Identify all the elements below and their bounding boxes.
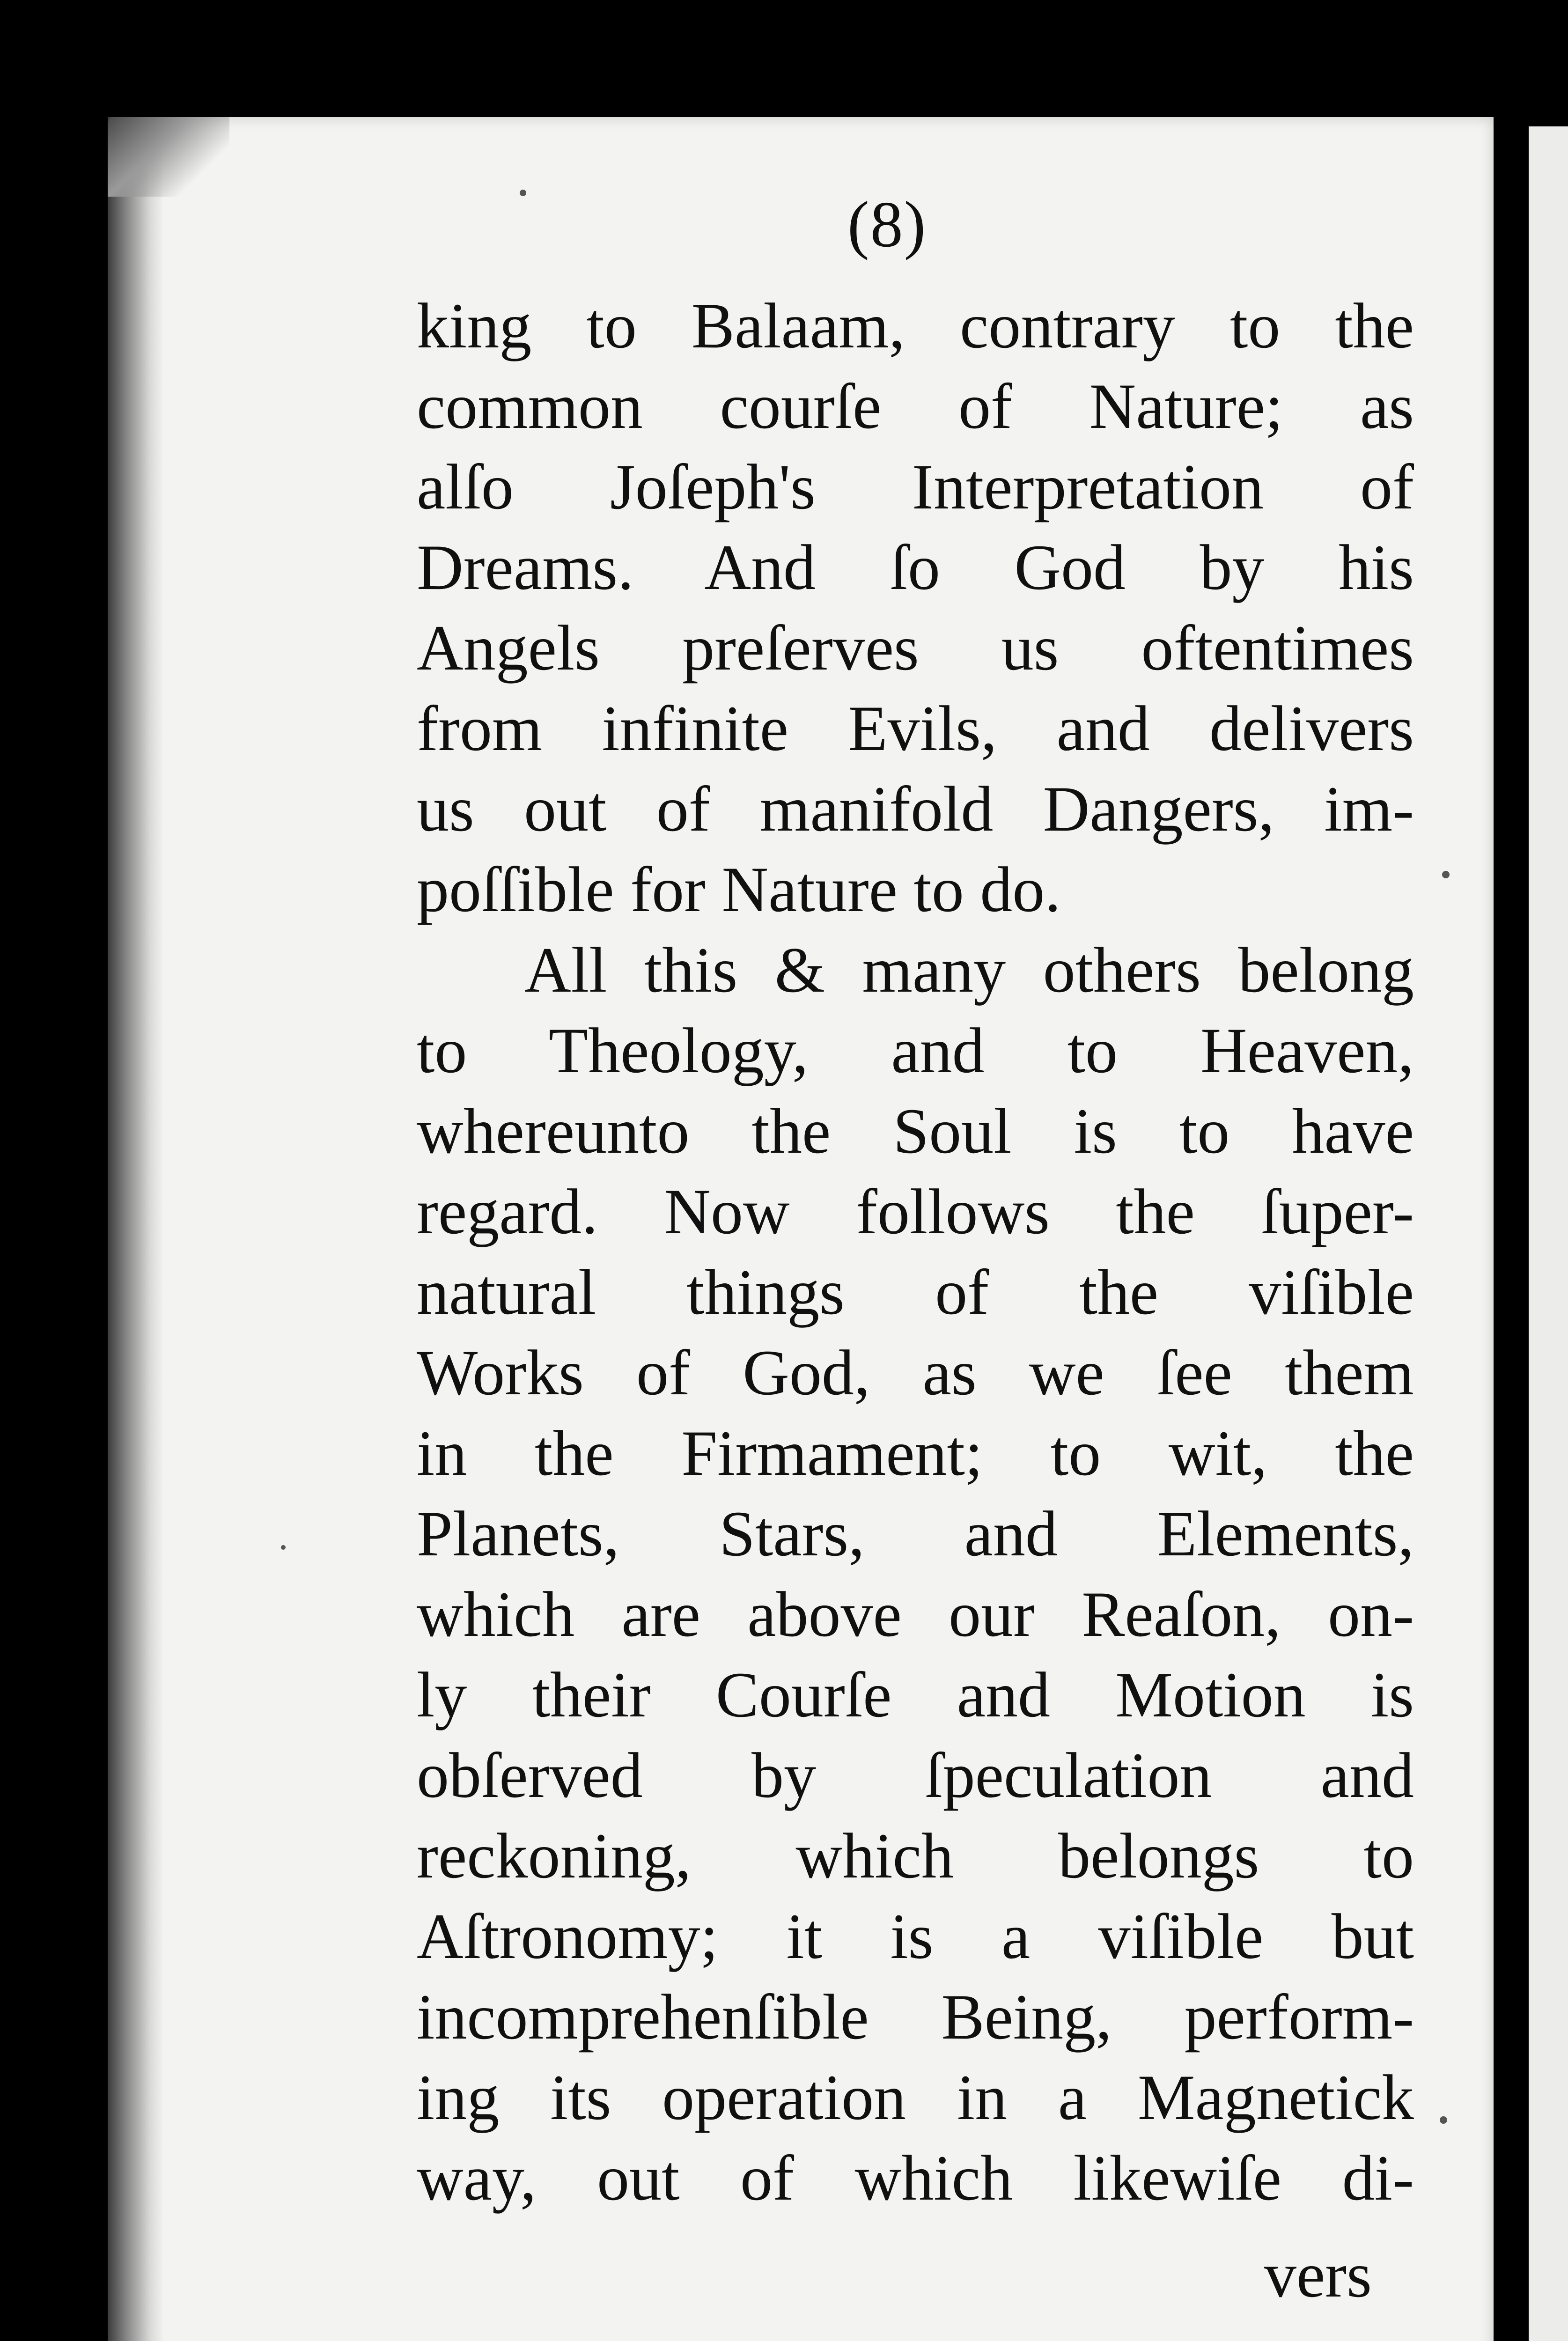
text-line: whereunto the Soul is to have [417,1095,1414,1167]
page-number: (8) [847,188,927,261]
text-line: All this & many others belong [524,934,1414,1006]
text-line: Dreams. And ſo God by his [417,531,1414,603]
text-line: Angels preſerves us oftentimes [417,612,1414,684]
page-corner-shadow [108,117,229,197]
page-gutter [1494,122,1512,2341]
text-line: us out of manifold Dangers, im- [417,773,1414,845]
text-line: to Theology, and to Heaven, [417,1015,1414,1086]
paper-speck [520,190,526,196]
text-line: ly their Courſe and Motion is [417,1659,1414,1730]
text-line: king to Balaam, contrary to the [417,290,1414,361]
text-line: Aſtronomy; it is a viſible but [417,1900,1414,1972]
text-line: common courſe of Nature; as [417,370,1414,442]
text-line: alſo Joſeph's Interpretation of [417,451,1414,523]
text-line: obſerved by ſpeculation and [417,1739,1414,1811]
paper-speck [1442,871,1450,878]
text-line: incomprehenſible Being, perform- [417,1981,1414,2053]
text-line: Works of God, as we ſee them [417,1337,1414,1408]
text-line: natural things of the viſible [417,1256,1414,1328]
page-body-text [417,286,1414,2218]
text-line: way, out of which likewiſe di- [417,2142,1414,2214]
facing-page-edge [1529,126,1568,2341]
paper-speck [281,1545,286,1550]
text-line: reckoning, which belongs to [417,1820,1414,1892]
text-line: from infinite Evils, and delivers [417,692,1414,764]
text-line: poſſible for Nature to do. [417,854,1061,925]
text-line: which are above our Reaſon, on- [417,1578,1414,1650]
page-spine-shadow [108,117,164,2341]
text-line: in the Firmament; to wit, the [417,1417,1414,1489]
text-line: ing its operation in a Magnetick [417,2061,1414,2133]
catchword: vers [1264,2239,1372,2311]
paper-speck [1440,2116,1447,2124]
text-line: Planets, Stars, and Elements, [417,1498,1414,1569]
text-line: regard. Now follows the ſuper- [417,1176,1414,1247]
